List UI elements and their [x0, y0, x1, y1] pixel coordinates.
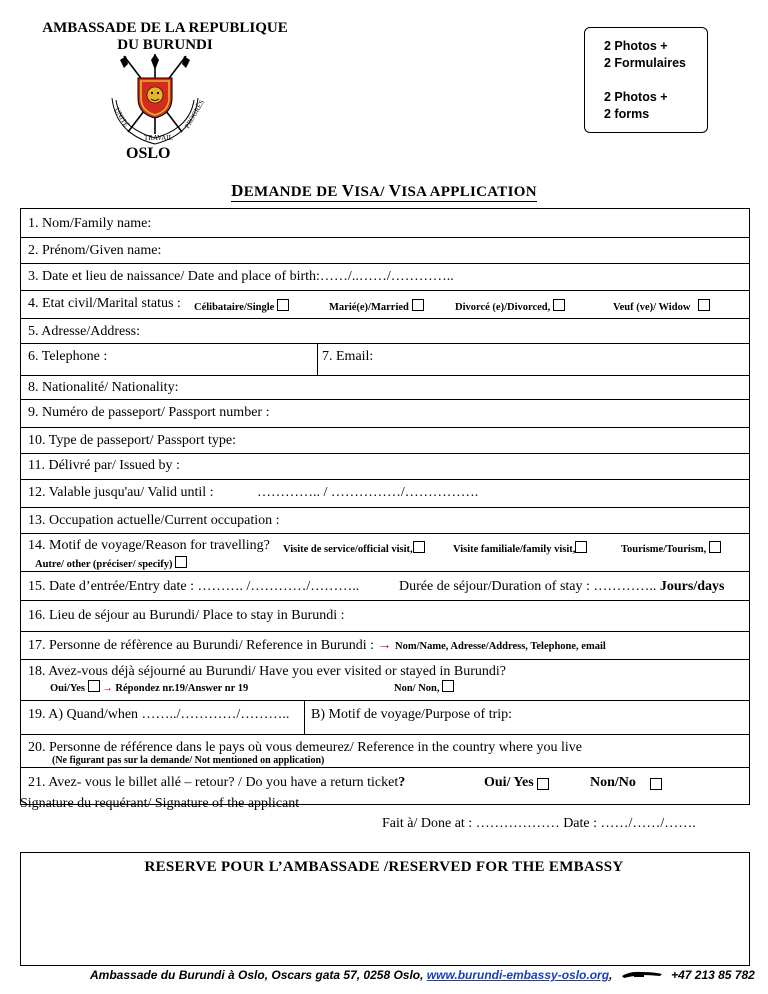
field-label: 4. Etat civil/Marital status :: [28, 296, 181, 311]
option-tourism: [621, 541, 721, 555]
option-label: Non/No: [590, 775, 636, 790]
field-address[interactable]: [21, 319, 749, 344]
footer-comma: ,: [609, 968, 613, 982]
option-widow: [613, 299, 710, 313]
purpose-label: B) Motif de voyage/Purpose of trip:: [311, 707, 513, 722]
footer-address: Ambassade du Burundi à Oslo, Oscars gata 57, 0258 Oslo,: [90, 968, 427, 982]
option-divorced: [455, 299, 565, 313]
embassy-name-line2: DU BURUNDI: [117, 37, 213, 53]
duration-unit: Jours/days: [659, 579, 725, 594]
field-birth[interactable]: [21, 264, 749, 291]
form-title: [0, 181, 768, 201]
field-label: 3. Date et lieu de naissance/ Date and place of birth:……/..……/…………..: [28, 269, 454, 284]
option-label: Veuf (ve)/ Widow: [613, 302, 691, 313]
field-occupation[interactable]: [21, 508, 749, 534]
seal-motto-unite: UNITÉ: [112, 106, 131, 129]
ticket-label: 21. Avez- vous le billet allé – retour? / Do you have a return ticket: [28, 775, 399, 790]
option-visited-yes: [50, 680, 248, 694]
other-checkbox[interactable]: [175, 556, 187, 568]
field-label: 2. Prénom/Given name:: [28, 243, 162, 258]
option-family: [453, 541, 587, 555]
single-checkbox[interactable]: [277, 299, 289, 311]
field-travel-reason: [21, 534, 749, 572]
field-previous-visit: [21, 660, 749, 701]
field-phone-email: [21, 344, 749, 376]
field-label: 1. Nom/Family name:: [28, 216, 152, 231]
field-label: 11. Délivré par/ Issued by :: [28, 458, 180, 473]
option-single: [194, 299, 289, 313]
field-family-name[interactable]: [21, 209, 749, 238]
embassy-reserved-title: RESERVE POUR L’AMBASSADE /RESERVED FOR THE EMBASSY: [144, 859, 624, 875]
field-nationality[interactable]: [21, 376, 749, 400]
seal-motto-progres: PROGRÈS: [183, 98, 206, 130]
field-sublabel: (Ne figurant pas sur la demande/ Not mentioned on application): [52, 755, 325, 766]
divorced-checkbox[interactable]: [553, 299, 565, 311]
photo-requirements-box: [584, 27, 708, 133]
duration-text: Durée de séjour/Duration of stay : …………..: [399, 579, 660, 594]
footer-phone: +47 213 85 782: [671, 968, 755, 982]
field-passport-type[interactable]: [21, 428, 749, 454]
email-label: 7. Email:: [322, 349, 374, 364]
visited-yes-checkbox[interactable]: [88, 680, 100, 692]
ref-label: 17. Personne de réfèrence au Burundi/ Reference in Burundi :: [28, 638, 374, 653]
field-place-of-stay[interactable]: [21, 601, 749, 632]
title-part: ISA/: [354, 184, 389, 200]
embassy-name: [20, 20, 310, 54]
field-issued-by[interactable]: [21, 454, 749, 480]
option-married: [329, 299, 424, 313]
option-label: Oui/ Yes: [484, 775, 534, 790]
field-label: 16. Lieu de séjour au Burundi/ Place to stay in Burundi :: [28, 608, 345, 623]
field-valid-until[interactable]: [21, 480, 749, 508]
visited-no-checkbox[interactable]: [442, 680, 454, 692]
option-label: Célibataire/Single: [194, 302, 275, 313]
field-label: 14. Motif de voyage/Reason for travelling?: [28, 538, 270, 553]
field-reference-burundi[interactable]: [21, 632, 749, 660]
burundi-coat-of-arms-icon: [110, 54, 206, 142]
field-label: 10. Type de passeport/ Passport type:: [28, 433, 236, 448]
phone-label: 6. Telephone :: [28, 349, 108, 364]
title-cap: V: [388, 181, 402, 200]
official-checkbox[interactable]: [413, 541, 425, 553]
answer-hint: Répondez nr.19/Answer nr 19: [115, 683, 249, 694]
photo-line: [604, 72, 707, 89]
title-part: EMANDE DE: [243, 184, 342, 200]
field-label: 18. Avez-vous déjà séjourné au Burundi/ Have you ever visited or stayed in Burundi?: [28, 664, 506, 679]
field-previous-visit-details: [21, 701, 749, 735]
title-cap: V: [341, 181, 355, 200]
field-reference-home[interactable]: [21, 735, 749, 768]
option-label: Autre/ other (préciser/ specify): [35, 559, 173, 570]
option-label: Tourisme/Tourism,: [621, 544, 707, 555]
ref-sub: Nom/Name, Adresse/Address, Telephone, email: [395, 641, 606, 652]
photo-line: 2 Formulaires: [604, 56, 686, 70]
website-link[interactable]: www.burundi-embassy-oslo.org: [426, 968, 610, 982]
photo-line: 2 Photos +: [604, 90, 668, 104]
title-cap: D: [231, 181, 244, 200]
seal-motto-travail: TRAVAIL: [144, 134, 173, 142]
field-label: [28, 775, 405, 791]
ticket-qmark: ?: [398, 775, 406, 790]
telephone-icon: [620, 970, 664, 980]
field-entry-date[interactable]: [21, 572, 749, 601]
arrow-icon: →: [377, 638, 392, 653]
option-label: Oui/Yes: [50, 683, 86, 694]
field-given-name[interactable]: [21, 238, 749, 264]
widow-checkbox[interactable]: [698, 299, 710, 311]
married-checkbox[interactable]: [412, 299, 424, 311]
ticket-yes-checkbox[interactable]: [537, 778, 549, 790]
signature-label: Signature du requérant/ Signature of the applicant: [20, 796, 300, 811]
field-passport-number[interactable]: [21, 400, 749, 428]
tourism-checkbox[interactable]: [709, 541, 721, 553]
arrow-icon: →: [102, 683, 113, 694]
visa-form: [20, 208, 750, 805]
field-label: 15. Date d’entrée/Entry date : ………. /…………/………..: [28, 579, 360, 594]
ticket-no-checkbox[interactable]: [650, 778, 662, 790]
field-label: 9. Numéro de passeport/ Passport number :: [28, 405, 270, 420]
city-label: OSLO: [126, 145, 171, 162]
option-label: Non/ Non,: [394, 683, 440, 694]
option-label: Visite de service/official visit,: [283, 544, 413, 555]
date-format: ………….. / ……………/…………….: [257, 485, 479, 500]
option-visited-no: [394, 680, 454, 694]
column-divider: [317, 344, 318, 375]
field-label: 20. Personne de référence dans le pays où vous demeurez/ Reference in the country where you live: [28, 740, 582, 755]
field-marital-status: [21, 291, 749, 319]
field-label: 13. Occupation actuelle/Current occupation :: [28, 513, 280, 528]
when-label: 19. A) Quand/when ……../…………/………..: [28, 707, 290, 722]
column-divider: [304, 701, 305, 734]
option-ticket-no: [590, 775, 662, 791]
option-official: [283, 541, 425, 555]
field-label: 12. Valable jusqu'au/ Valid until :: [28, 485, 214, 500]
done-at-line[interactable]: Fait à/ Done at : ……………… Date : ……/……/…….: [382, 816, 696, 831]
photo-line: 2 Photos +: [604, 39, 668, 53]
family-checkbox[interactable]: [575, 541, 587, 553]
option-other: [35, 556, 187, 570]
field-label: 8. Nationalité/ Nationality:: [28, 380, 179, 395]
option-label: Marié(e)/Married: [329, 302, 409, 313]
duration-label: [399, 579, 724, 595]
field-label: [28, 638, 606, 654]
field-label: 5. Adresse/Address:: [28, 324, 140, 339]
option-label: Visite familiale/family visit,: [453, 544, 576, 555]
option-label: Divorcé (e)/Divorced,: [455, 302, 551, 313]
title-part: ISA APPLICATION: [401, 184, 537, 200]
option-ticket-yes: [484, 775, 549, 791]
footer: [90, 968, 755, 982]
embassy-name-line1: AMBASSADE DE LA REPUBLIQUE: [42, 20, 288, 36]
photo-line: 2 forms: [604, 107, 650, 121]
